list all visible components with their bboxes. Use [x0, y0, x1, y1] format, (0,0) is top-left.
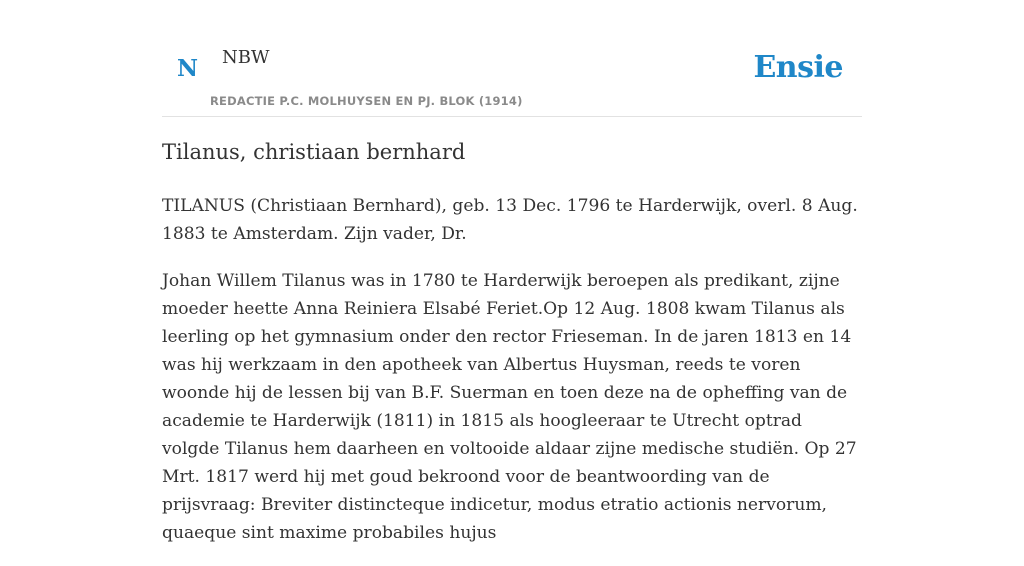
source-logo-icon[interactable]: N — [177, 55, 199, 82]
header — [162, 0, 862, 117]
brand-logo[interactable]: Ensie — [753, 50, 843, 85]
source-name[interactable]: NBW — [222, 47, 270, 68]
article-body — [162, 192, 862, 566]
article-paragraph: TILANUS (Christiaan Bernhard), geb. 13 Dec. 1796 te Harderwijk, overl. 8 Aug. 1883 te Amsterdam. Zijn vader, Dr. — [162, 196, 858, 244]
source-subtitle: REDACTIE P.C. MOLHUYSEN EN PJ. BLOK (1914) — [210, 94, 523, 108]
article-title: Tilanus, christiaan bernhard — [162, 140, 466, 164]
article-paragraph: Johan Willem Tilanus was in 1780 te Harderwijk beroepen als predikant, zijne moeder heette Anna Reiniera Elsabé Feriet.Op 12 Aug. 1808 kwam Tilanus als leerling op het gymnasium onder den rector Frieseman. In de jaren 1813 en 14 was hij werkzaam in den apotheek van Albertus Huysman, reeds te voren woonde hij de lessen bij van B.F. Suerman en toen deze na de opheffing van de academie te Harderwijk (1811) in 1815 als hoogleeraar te Utrecht optrad volgde Tilanus hem daarheen en voltooide aldaar zijne medische studiën. Op 27 Mrt. 1817 werd hij met goud bekroond voor de beantwoording van de prijsvraag: Breviter distincteque indicetur, modus etratio actionis nervorum, quaeque sint maxime probabiles hujus — [162, 271, 857, 543]
